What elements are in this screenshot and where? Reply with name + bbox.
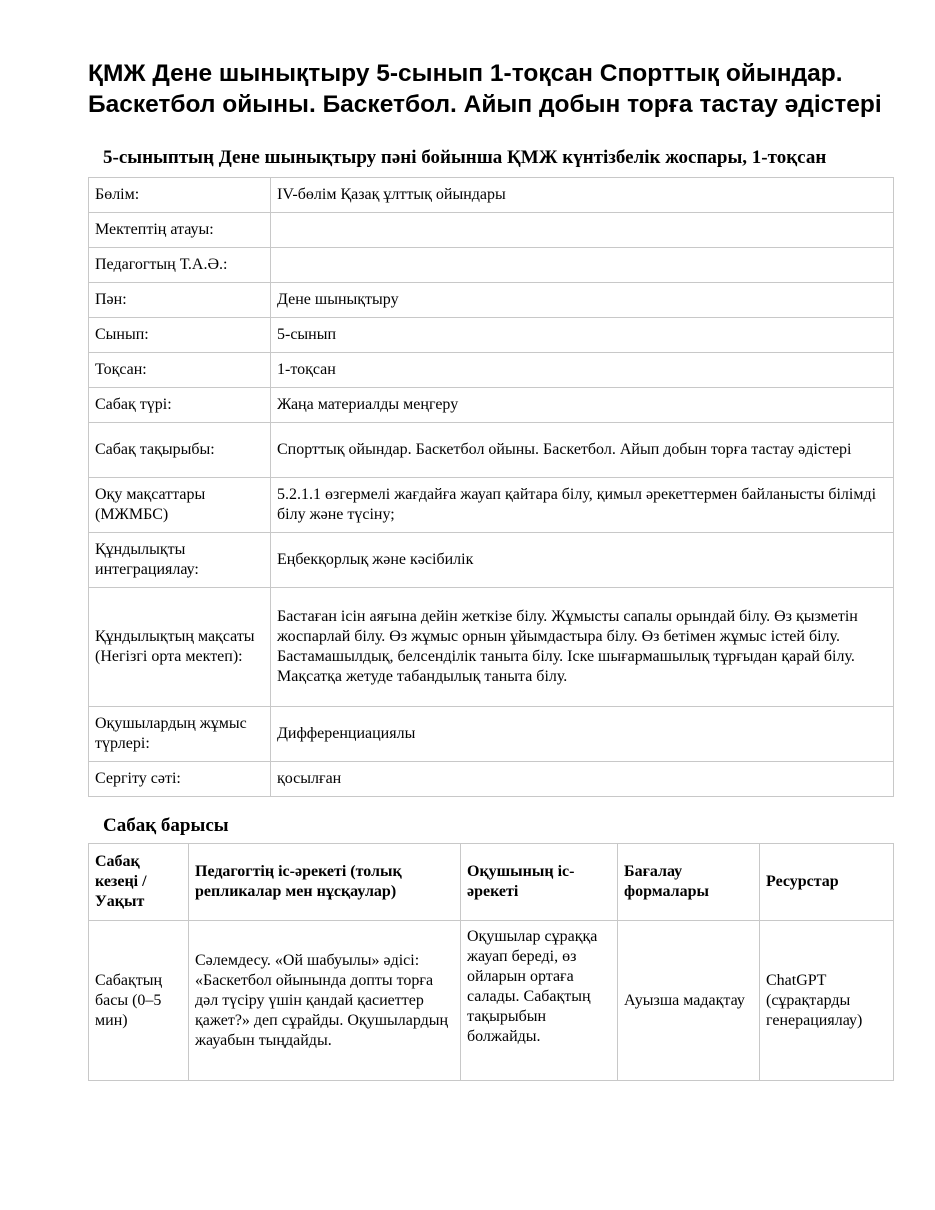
plan-header-resources: Ресурстар [760,844,894,921]
info-key: Оқушылардың жұмыс түрлері: [89,707,271,762]
plan-header-teacher: Педагогтің іс-әрекеті (толық репликалар мен нұсқаулар) [189,844,461,921]
plan-header-row [89,844,894,921]
info-value [271,213,894,248]
info-key: Құндылықты интеграциялау: [89,533,271,588]
info-row [89,178,894,213]
plan-cell-stage: Сабақтың басы (0–5 мин) [89,921,189,1081]
info-row [89,423,894,478]
lesson-plan-table [88,843,894,1081]
plan-header-assessment: Бағалау формалары [618,844,760,921]
info-value [271,248,894,283]
lesson-info-table [88,177,894,797]
plan-cell-student: Оқушылар сұраққа жауап береді, өз ойларын ортаға салады. Сабақтың тақырыбын болжайды. [461,921,618,1081]
info-value: IV-бөлім Қазақ ұлттық ойындары [271,178,894,213]
info-row [89,283,894,318]
plan-cell-resources: ChatGPT (сұрақтарды генерациялау) [760,921,894,1081]
info-key: Құндылықтың мақсаты (Негізгі орта мектеп): [89,588,271,707]
info-value: 5-сынып [271,318,894,353]
info-key: Сергіту сәті: [89,762,271,797]
info-key: Бөлім: [89,178,271,213]
info-row [89,588,894,707]
info-key: Сабақ тақырыбы: [89,423,271,478]
info-row [89,533,894,588]
info-key: Тоқсан: [89,353,271,388]
info-key: Оқу мақсаттары (МЖМБС) [89,478,271,533]
info-value: 5.2.1.1 өзгермелі жағдайға жауап қайтара білу, қимыл әрекеттермен байланысты білімді білу және түсіну; [271,478,894,533]
info-row [89,707,894,762]
info-row [89,478,894,533]
info-row [89,762,894,797]
plan-subtitle: 5-сыныптың Дене шынықтыру пәні бойынша ҚМЖ күнтізбелік жоспары, 1-тоқсан [103,147,827,168]
info-value: қосылған [271,762,894,797]
plan-row [89,921,894,1081]
info-value: Дифференциациялы [271,707,894,762]
info-key: Сабақ түрі: [89,388,271,423]
info-value: Дене шынықтыру [271,283,894,318]
section-title: Сабақ барысы [103,815,229,836]
document-title: ҚМЖ Дене шынықтыру 5-сынып 1-тоқсан Спорттық ойындар. Баскетбол ойыны. Баскетбол. Айып добын торға тастау әдістері [88,60,882,118]
info-row [89,318,894,353]
info-row [89,213,894,248]
document-page [88,0,893,1081]
info-value: Спорттық ойындар. Баскетбол ойыны. Баскетбол. Айып добын торға тастау әдістері [271,423,894,478]
info-key: Мектептің атауы: [89,213,271,248]
plan-header-student: Оқушының іс-әрекеті [461,844,618,921]
plan-cell-assessment: Ауызша мадақтау [618,921,760,1081]
info-row [89,353,894,388]
info-value: Жаңа материалды меңгеру [271,388,894,423]
info-key: Пән: [89,283,271,318]
info-key: Педагогтың Т.А.Ә.: [89,248,271,283]
plan-cell-teacher: Сәлемдесу. «Ой шабуылы» әдісі: «Баскетбол ойынында допты торға дәл түсіру үшін қандай қасиеттер қажет?» деп сұрайды. Оқушылардың жауабын тыңдайды. [189,921,461,1081]
info-value: Еңбекқорлық және кәсібилік [271,533,894,588]
info-row [89,388,894,423]
info-value: Бастаған ісін аяғына дейін жеткізе білу. Жұмысты сапалы орындай білу. Өз қызметін жоспарлай білу. Өз жұмыс орнын ұйымдастыра білу. Өз бетімен жұмыс істей білу. Бастамашылдық, белсенділік таныта білу. Іске шығармашылық тұрғыдан қарай білу. Мақсатқа жетуде табандылық таныта білу. [271,588,894,707]
plan-header-stage: Сабақ кезеңі / Уақыт [89,844,189,921]
info-key: Сынып: [89,318,271,353]
info-row [89,248,894,283]
info-value: 1-тоқсан [271,353,894,388]
